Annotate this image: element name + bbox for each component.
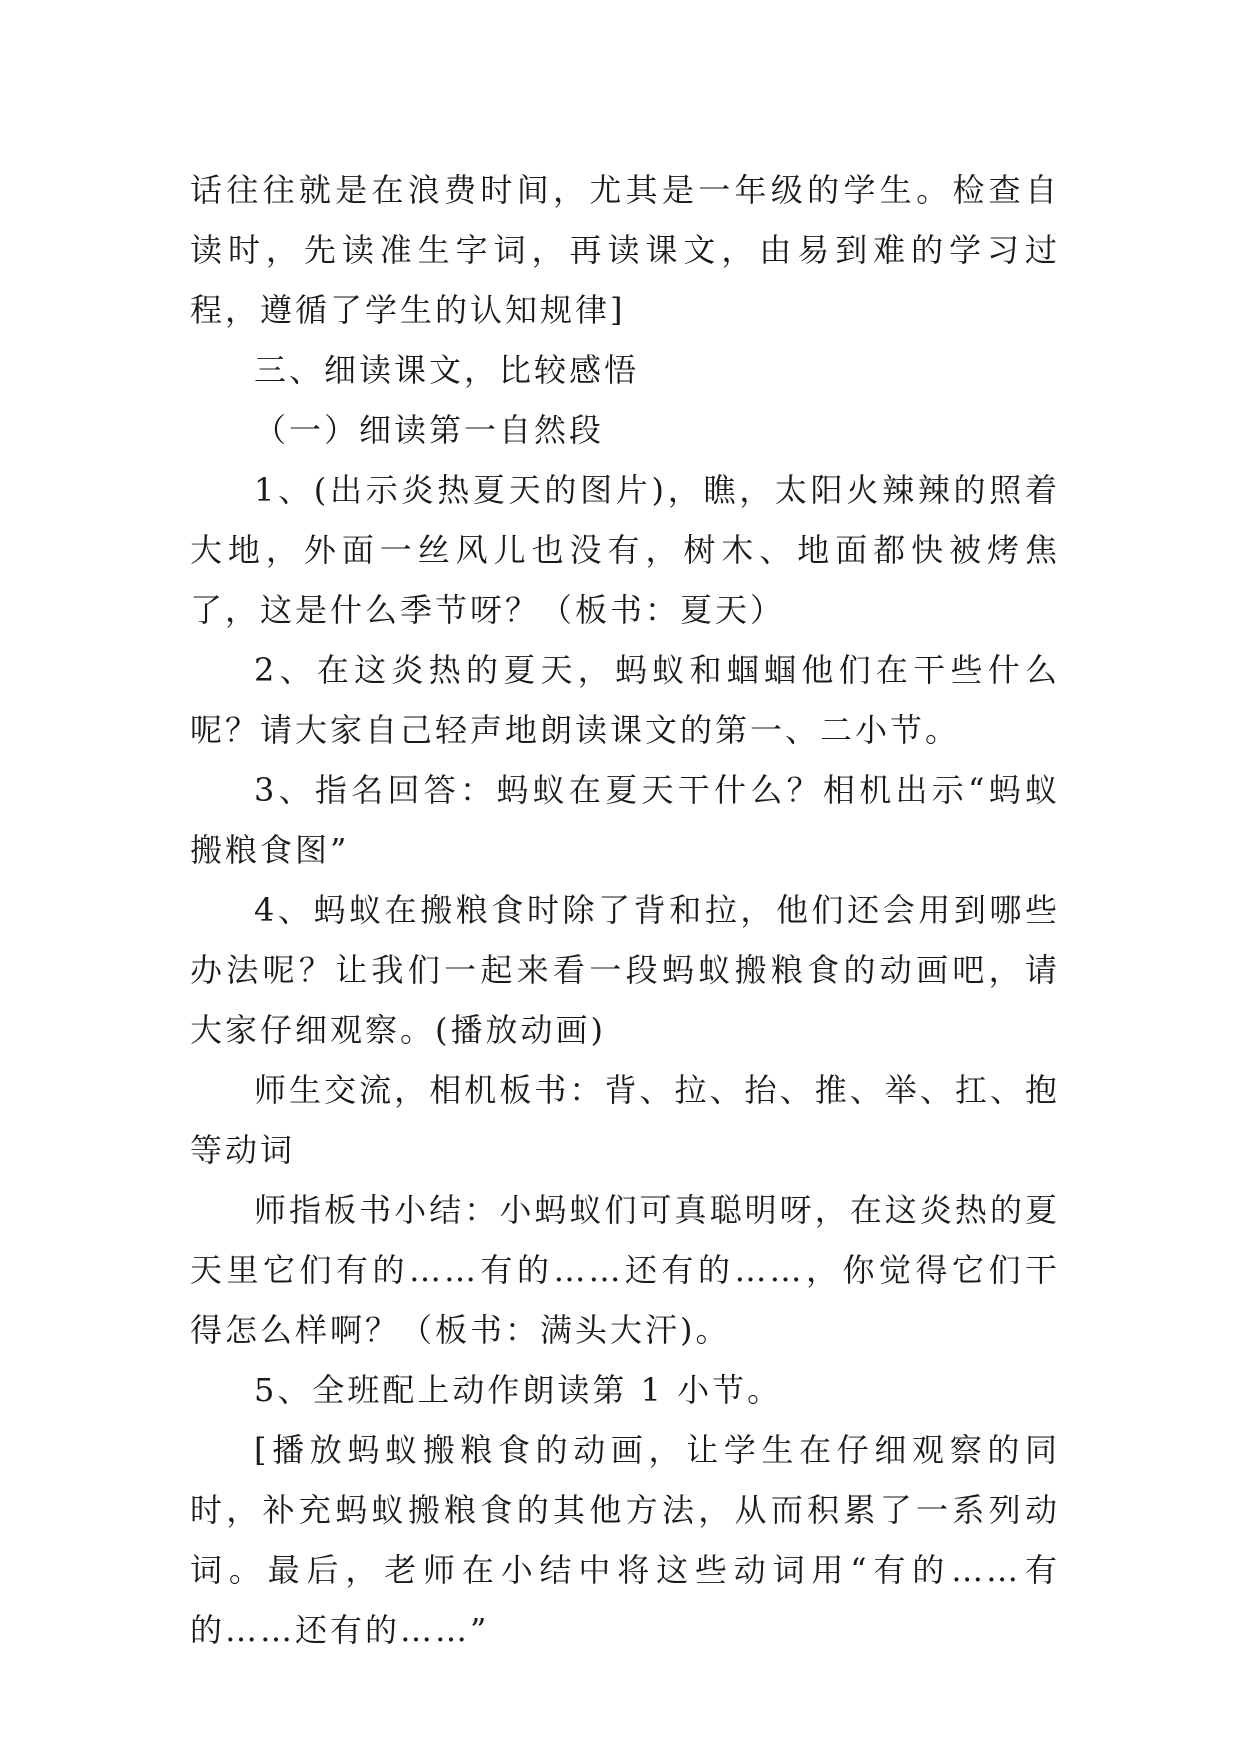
paragraph-commentary: [播放蚂蚁搬粮食的动画，让学生在仔细观察的同时，补充蚂蚁搬粮食的其他方法，从而积累了一系列动词。最后，老师在小结中将这些动词用“有的……有的……还有的……” xyxy=(190,1431,1060,1649)
paragraph-step-3: 3、指名回答：蚂蚁在夏天干什么？相机出示“蚂蚁搬粮食图” xyxy=(190,771,1060,869)
subsection-heading: （一）细读第一自然段 xyxy=(254,411,605,449)
paragraph-step-4: 4、蚂蚁在搬粮食时除了背和拉，他们还会用到哪些办法呢？让我们一起来看一段蚂蚁搬粮食的动画吧，请大家仔细观察。(播放动画) xyxy=(190,891,1060,1049)
document-body xyxy=(190,160,1060,1660)
paragraph-summary: 师指板书小结：小蚂蚁们可真聪明呀，在这炎热的夏天里它们有的……有的……还有的……，你觉得它们干得怎么样啊？（板书：满头大汗)。 xyxy=(190,1191,1060,1349)
paragraph-step-5: 5、全班配上动作朗读第 1 小节。 xyxy=(254,1371,783,1409)
paragraph-continuation: 话往往就是在浪费时间，尤其是一年级的学生。检查自读时，先读准生字词，再读课文，由易到难的学习过程，遵循了学生的认知规律] xyxy=(190,171,1060,329)
paragraph-step-2: 2、在这炎热的夏天，蚂蚁和蝈蝈他们在干些什么呢？请大家自己轻声地朗读课文的第一、二小节。 xyxy=(190,651,1060,749)
paragraph-exchange: 师生交流，相机板书：背、拉、抬、推、举、扛、抱等动词 xyxy=(190,1071,1060,1169)
paragraph-step-1: 1、(出示炎热夏天的图片)，瞧，太阳火辣辣的照着大地，外面一丝风儿也没有，树木、地面都快被烤焦了，这是什么季节呀？（板书：夏天） xyxy=(190,471,1060,629)
section-heading: 三、细读课文，比较感悟 xyxy=(254,351,640,389)
